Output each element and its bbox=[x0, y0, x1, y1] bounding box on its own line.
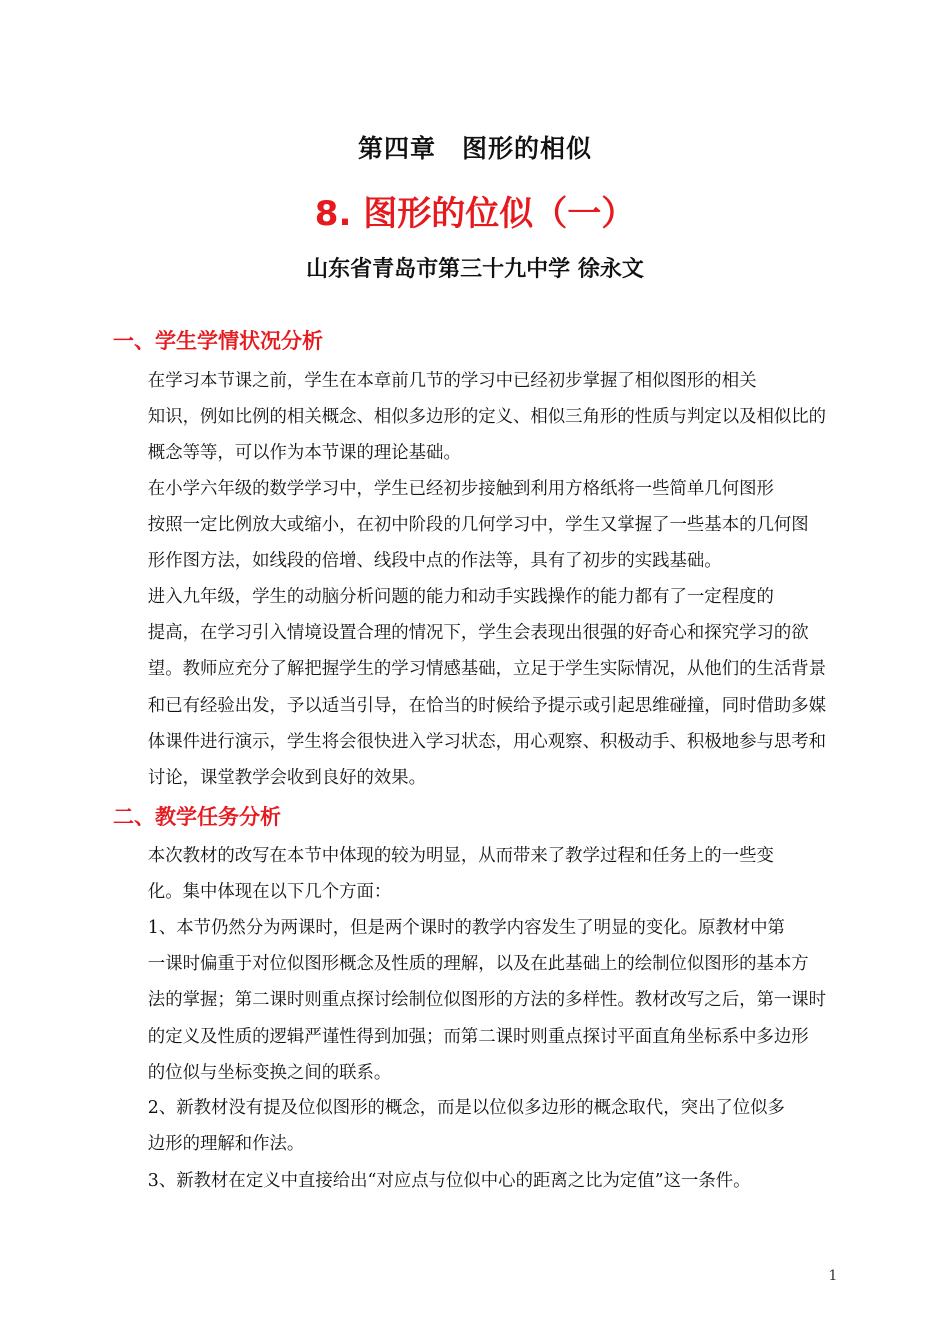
paragraph-line: 按照一定比例放大或缩小，在初中阶段的几何学习中，学生又掌握了一些基本的几何图 bbox=[147, 515, 809, 536]
paragraph-line: 知识，例如比例的相关概念、相似多边形的定义、相似三角形的性质与判定以及相似比的 bbox=[147, 407, 827, 428]
paragraph-line: 进入九年级，学生的动脑分析问题的能力和动手实践操作的能力都有了一定程度的 bbox=[147, 587, 774, 607]
paragraph-line: 一课时偏重于对位似图形概念及性质的理解，以及在此基础上的绘制位似图形的基本方 bbox=[147, 954, 809, 975]
paragraph-line: 体课件进行演示，学生将会很快进入学习状态，用心观察、积极动手、积极地参与思考和 bbox=[147, 731, 827, 752]
paragraph-line: 边形的理解和作法。 bbox=[147, 1134, 305, 1155]
paragraph bbox=[113, 1163, 840, 1199]
paragraph bbox=[113, 471, 840, 580]
paragraph bbox=[113, 838, 840, 910]
paragraph-line: 的定义及性质的逻辑严谨性得到加强；而第二课时则重点探讨平面直角坐标系中多边形 bbox=[147, 1026, 809, 1047]
page-number: 1 bbox=[828, 1268, 838, 1284]
paragraph-line: 形作图方法，如线段的倍增、线段中点的作法等，具有了初步的实践基础。 bbox=[147, 551, 722, 572]
paragraph bbox=[113, 1090, 840, 1162]
paragraph-line: 的位似与坐标变换之间的联系。 bbox=[147, 1062, 392, 1083]
paragraph-line: 望。教师应充分了解把握学生的学习情感基础，立足于学生实际情况，从他们的生活背景 bbox=[147, 659, 827, 680]
section-heading-1: 一、学生学情状况分析 bbox=[113, 329, 323, 353]
lesson-title: 8. 图形的位似（一） bbox=[314, 194, 636, 234]
paragraph-line: 讨论，课堂教学会收到良好的效果。 bbox=[147, 768, 427, 789]
paragraph-line: 提高，在学习引入情境设置合理的情况下，学生会表现出很强的好奇心和探究学习的欲 bbox=[147, 623, 809, 644]
paragraph-line: 和已有经验出发，予以适当引导，在恰当的时候给予提示或引起思维碰撞，同时借助多媒 bbox=[147, 695, 827, 716]
paragraph-line: 概念等等，可以作为本节课的理论基础。 bbox=[147, 443, 461, 464]
paragraph bbox=[113, 579, 840, 796]
paragraph bbox=[113, 363, 840, 472]
paragraph-line: 2、新教材没有提及位似图形的概念，而是以位似多边形的概念取代，突出了位似多 bbox=[147, 1098, 785, 1118]
paragraph-line: 法的掌握；第二课时则重点探讨绘制位似图形的方法的多样性。教材改写之后，第一课时 bbox=[147, 990, 827, 1011]
paragraph-line: 化。集中体现在以下几个方面： bbox=[147, 882, 392, 903]
paragraph bbox=[113, 910, 840, 1091]
chapter-title: 第四章 图形的相似 bbox=[357, 134, 592, 163]
paragraph-line: 本次教材的改写在本节中体现的较为明显，从而带来了教学过程和任务上的一些变 bbox=[147, 846, 774, 866]
paragraph-line: 1、本节仍然分为两课时，但是两个课时的教学内容发生了明显的变化。原教材中第 bbox=[147, 918, 785, 938]
paragraph-line: 3、新教材在定义中直接给出“对应点与位似中心的距离之比为定值”这一条件。 bbox=[147, 1171, 751, 1191]
paragraph-line: 在学习本节课之前，学生在本章前几节的学习中已经初步掌握了相似图形的相关 bbox=[147, 371, 757, 391]
paragraph-line: 在小学六年级的数学学习中，学生已经初步接触到利用方格纸将一些简单几何图形 bbox=[147, 479, 774, 499]
author-line: 山东省青岛市第三十九中学 徐永文 bbox=[306, 257, 644, 282]
section-heading-2: 二、教学任务分析 bbox=[113, 805, 281, 829]
